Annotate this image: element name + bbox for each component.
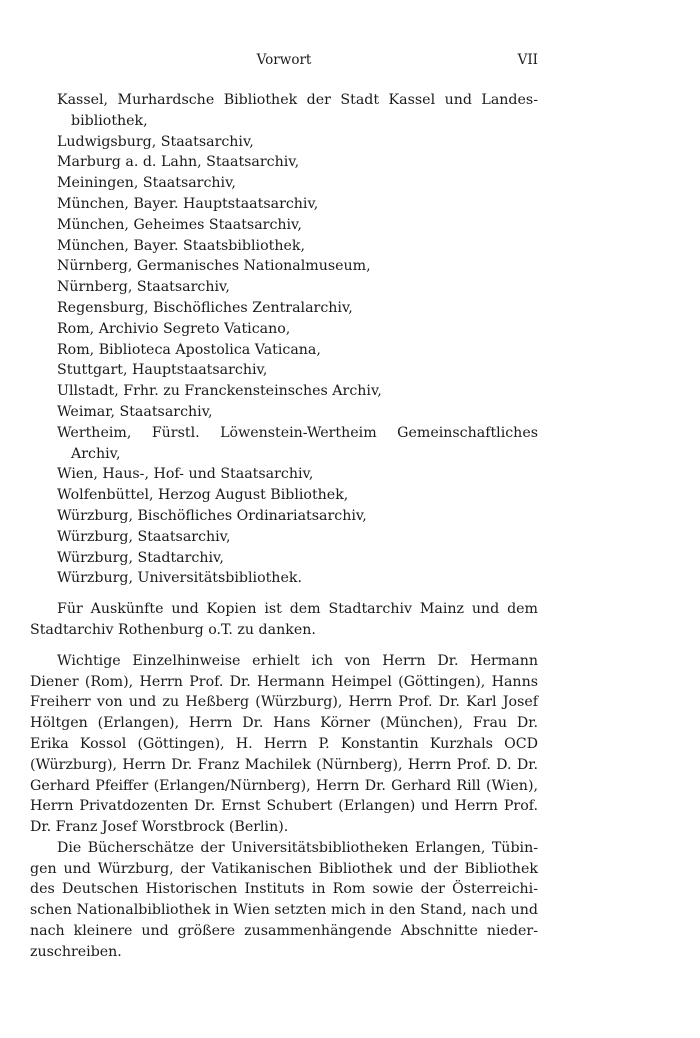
archive-list (30, 90, 538, 589)
archive-item-rom-archivio: Rom, Archivio Segreto Vaticano, (57, 320, 291, 337)
archive-item-muenchen-geheimes-staatsarchiv: München, Geheimes Staatsarchiv, (57, 216, 302, 233)
paragraph-thanks-mainz: Für Auskünfte und Kopien ist dem Stadtarchiv Mainz und dem Stadtarchiv Rothenburg o.T. zu danken. (30, 601, 538, 638)
archive-item-marburg: Marburg a. d. Lahn, Staatsarchiv, (57, 154, 300, 171)
archive-item-regensburg: Regensburg, Bischöfliches Zentralarchiv, (57, 299, 353, 316)
archive-item-wuerzburg-stadtarchiv: Würzburg, Stadtarchiv, (57, 549, 224, 566)
archive-item-nuernberg-staatsarchiv: Nürnberg, Staatsarchiv, (57, 279, 230, 296)
paragraph-hints: Wichtige Einzelhinweise erhielt ich von Herrn Dr. Hermann Diener (Rom), Herrn Prof. Dr. Hermann Heimpel (Göttingen), Hanns Freiherr von und zu Heßberg (Würzburg), Herrn Prof. Dr. Karl Josef Höltgen (Erlangen), Herrn Dr. Hans Körner (München), Frau Dr. Erika Kossol (Göttingen), H. Herrn P. Konstantin Kurzhals OCD (Würzburg), Herrn Dr. Franz Machilek (Nürnberg), Herrn Prof. D. Dr. Gerhard Pfeiffer (Erlangen/Nürnberg), Herrn Dr. Gerhard Rill (Wien), Herrn Privatdozenten Dr. Ernst Schubert (Erlangen) und Herrn Prof. Dr. Franz Josef Worstbrock (Berlin). (30, 652, 538, 836)
archive-item-muenchen-staatsbibliothek: München, Bayer. Staatsbibliothek, (57, 237, 305, 254)
body-text (30, 90, 538, 963)
archive-item-wuerzburg-universitaetsbibliothek: Würzburg, Universitätsbibliothek. (57, 570, 302, 587)
archive-item-stuttgart: Stuttgart, Hauptstaatsarchiv, (57, 362, 268, 379)
archive-item-rom-biblioteca: Rom, Biblioteca Apostolica Vaticana, (57, 341, 321, 358)
archive-item-wolfenbuettel: Wolfenbüttel, Herzog August Bibliothek, (57, 487, 349, 504)
paragraph-libraries: Die Bücherschätze der Universitätsbibliotheken Erlangen, Tübingen und Würzburg, der Vatikanischen Bibliothek und der Bibliothek des Deutschen Historischen Instituts in Rom sowie der Österreichischen Nationalbibliothek in Wien setzten mich in den Stand, nach und nach kleinere und größere zusammenhängende Abschnitte niederzuschreiben. (30, 839, 538, 960)
page-number: VII (517, 52, 538, 68)
archive-item-ludwigsburg: Ludwigsburg, Staatsarchiv, (57, 133, 254, 150)
running-header-title: Vorwort (256, 52, 312, 68)
archive-item-nuernberg-nationalmuseum: Nürnberg, Germanisches Nationalmuseum, (57, 258, 371, 275)
archive-item-kassel: Kassel, Murhardsche Bibliothek der Stadt Kassel und Landesbibliothek, (57, 92, 538, 129)
archive-item-wuerzburg-staatsarchiv: Würzburg, Staatsarchiv, (57, 528, 231, 545)
archive-item-wien: Wien, Haus-, Hof- und Staatsarchiv, (57, 466, 314, 483)
archive-item-wuerzburg-ordinariatsarchiv: Würzburg, Bischöfliches Ordinariatsarchiv, (57, 507, 367, 524)
archive-item-meiningen: Meiningen, Staatsarchiv, (57, 175, 236, 192)
archive-item-ullstadt: Ullstadt, Frhr. zu Franckensteinsches Archiv, (57, 383, 382, 400)
archive-item-wertheim: Wertheim, Fürstl. Löwenstein-Wertheim Gemeinschaftliches Archiv, (57, 424, 538, 462)
archive-item-weimar: Weimar, Staatsarchiv, (57, 403, 213, 420)
running-header (30, 52, 538, 72)
archive-item-muenchen-hauptstaatsarchiv: München, Bayer. Hauptstaatsarchiv, (57, 195, 319, 212)
